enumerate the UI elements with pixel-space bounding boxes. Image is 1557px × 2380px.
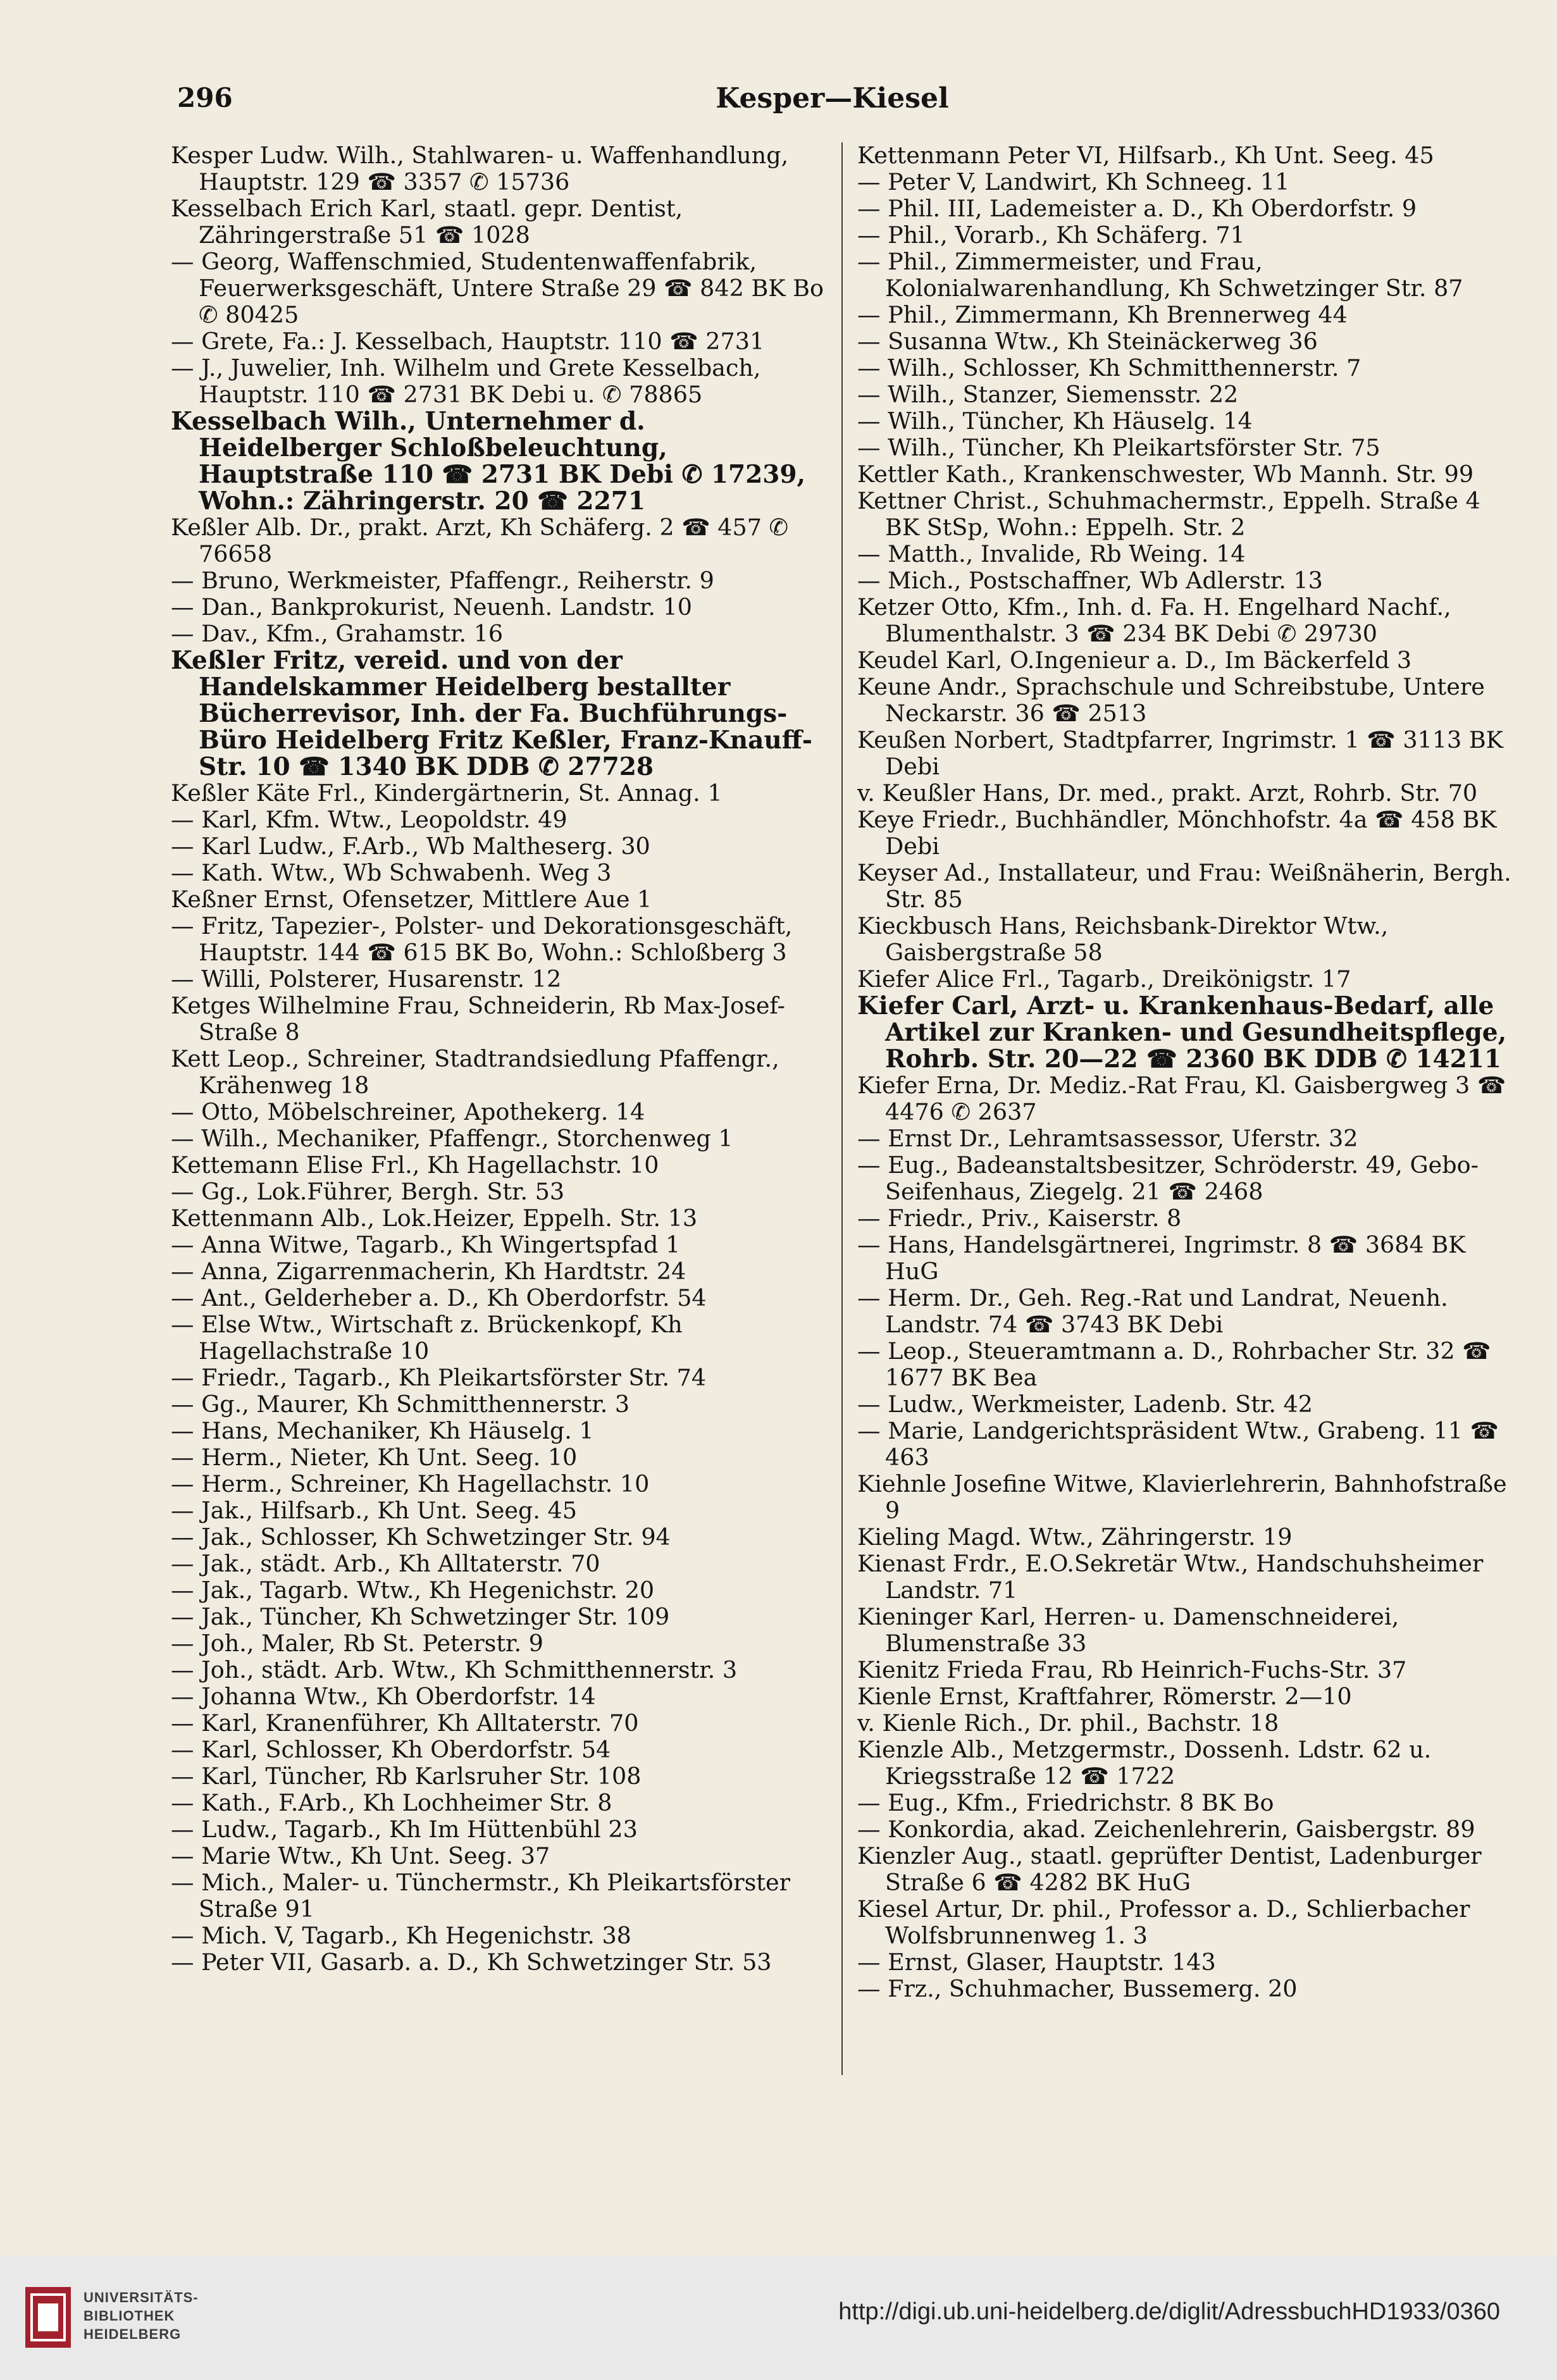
directory-entry: — Herm. Dr., Geh. Reg.-Rat und Landrat, Neuenh. Landstr. 74 ☎ 3743 BK Debi — [857, 1284, 1448, 1338]
directory-entry: Kesper Ludw. Wilh., Stahlwaren- u. Waffenhandlung, Hauptstr. 129 ☎ 3357 ✆ 15736 — [171, 142, 789, 195]
directory-entry: Keußen Norbert, Stadtpfarrer, Ingrimstr. 1 ☎ 3113 BK Debi — [857, 726, 1503, 780]
directory-entry: — Hans, Mechaniker, Kh Häuselg. 1 — [171, 1417, 594, 1444]
directory-entry: Kienast Frdr., E.O.Sekretär Wtw., Handschuhsheimer Landstr. 71 — [857, 1550, 1484, 1604]
directory-entry: Kienzle Alb., Metzgermstr., Dossenh. Ldstr. 62 u. Kriegsstraße 12 ☎ 1722 — [857, 1736, 1432, 1790]
directory-entry: — Phil. III, Lademeister a. D., Kh Oberdorfstr. 9 — [857, 195, 1417, 222]
directory-entry: Kettner Christ., Schuhmachermstr., Eppelh. Straße 4 BK StSp, Wohn.: Eppelh. Str. 2 — [857, 487, 1480, 541]
directory-entry: — Jak., Tagarb. Wtw., Kh Hegenichstr. 20 — [171, 1577, 655, 1604]
directory-entry: — Frz., Schuhmacher, Bussemerg. 20 — [857, 1975, 1298, 2002]
directory-entry: — Ernst, Glaser, Hauptstr. 143 — [857, 1949, 1216, 1976]
directory-entry: Keye Friedr., Buchhändler, Mönchhofstr. 4a ☎ 458 BK Debi — [857, 806, 1497, 860]
directory-entry: Kiesel Artur, Dr. phil., Professor a. D., Schlierbacher Wolfsbrunnenweg 1. 3 — [857, 1895, 1470, 1949]
directory-entry: — Jak., Schlosser, Kh Schwetzinger Str. 94 — [171, 1523, 671, 1551]
directory-entry: Keudel Karl, O.Ingenieur a. D., Im Bäckerfeld 3 — [857, 647, 1412, 674]
directory-entry: — Phil., Zimmermann, Kh Brennerweg 44 — [857, 301, 1348, 328]
university-seal-icon — [25, 2287, 71, 2348]
directory-entry: — Wilh., Schlosser, Kh Schmitthennerstr. 7 — [857, 354, 1362, 381]
directory-entry: — Otto, Möbelschreiner, Apothekerg. 14 — [171, 1098, 645, 1125]
directory-entry: Kettenmann Alb., Lok.Heizer, Eppelh. Str. 13 — [171, 1205, 698, 1232]
directory-entry: — Leop., Steueramtmann a. D., Rohrbacher Str. 32 ☎ 1677 BK Bea — [857, 1337, 1491, 1391]
source-link[interactable]: http://digi.ub.uni-heidelberg.de/diglit/AdressbuchHD1933/0360 — [838, 2298, 1500, 2325]
directory-entry: Kieninger Karl, Herren- u. Damenschneiderei, Blumenstraße 33 — [857, 1603, 1399, 1657]
directory-entry: Kieckbusch Hans, Reichsbank-Direktor Wtw., Gaisbergstraße 58 — [857, 912, 1389, 966]
directory-entry: — Konkordia, akad. Zeichenlehrerin, Gaisbergstr. 89 — [857, 1816, 1475, 1843]
directory-entry: — Gg., Lok.Führer, Bergh. Str. 53 — [171, 1178, 565, 1205]
directory-entry: Kesselbach Erich Karl, staatl. gepr. Dentist, Zähringerstraße 51 ☎ 1028 — [171, 195, 683, 249]
directory-entry: — Jak., städt. Arb., Kh Alltaterstr. 70 — [171, 1550, 600, 1577]
directory-entry: Kett Leop., Schreiner, Stadtrandsiedlung Pfaffengr., Krähenweg 18 — [171, 1045, 779, 1099]
library-name-line: HEIDELBERG — [84, 2326, 182, 2342]
directory-entry: — Jak., Tüncher, Kh Schwetzinger Str. 109 — [171, 1603, 670, 1630]
directory-entry: — Friedr., Tagarb., Kh Pleikartsförster Str. 74 — [171, 1364, 707, 1391]
directory-entry: — Jak., Hilfsarb., Kh Unt. Seeg. 45 — [171, 1497, 577, 1524]
library-name-line: BIBLIOTHEK — [84, 2308, 175, 2324]
directory-entry: — Friedr., Priv., Kaiserstr. 8 — [857, 1205, 1182, 1232]
directory-entry: — Peter V, Landwirt, Kh Schneeg. 11 — [857, 168, 1290, 195]
directory-entry: Keßler Fritz, vereid. und von der Handelskammer Heidelberg bestallter Bücherrevisor, Inh. der Fa. Buchführungs-Büro Heidelberg Fritz Keßler, Franz-Knauff-Str. 10 ☎ 1340 BK DDB ✆ 27728 — [171, 646, 812, 781]
directory-entry: Ketzer Otto, Kfm., Inh. d. Fa. H. Engelhard Nachf., Blumenthalstr. 3 ☎ 234 BK Debi ✆ 29730 — [857, 593, 1451, 647]
directory-entry: — Eug., Kfm., Friedrichstr. 8 BK Bo — [857, 1789, 1274, 1816]
directory-entry: Keßler Käte Frl., Kindergärtnerin, St. Annag. 1 — [171, 779, 723, 807]
column-divider — [841, 142, 843, 2075]
page-header — [171, 76, 1494, 127]
directory-entry: — Karl Ludw., F.Arb., Wb Maltheserg. 30 — [171, 833, 650, 860]
directory-entry: Keyser Ad., Installateur, und Frau: Weißnäherin, Bergh. Str. 85 — [857, 859, 1511, 913]
directory-entry: — Peter VII, Gasarb. a. D., Kh Schwetzinger Str. 53 — [171, 1949, 772, 1976]
directory-entry: — Anna, Zigarrenmacherin, Kh Hardtstr. 24 — [171, 1258, 686, 1285]
directory-entry: Kiefer Erna, Dr. Mediz.-Rat Frau, Kl. Gaisbergweg 3 ☎ 4476 ✆ 2637 — [857, 1072, 1506, 1125]
directory-entry: — Ludw., Werkmeister, Ladenb. Str. 42 — [857, 1391, 1313, 1418]
directory-entry: Kiefer Carl, Arzt- u. Krankenhaus-Bedarf, alle Artikel zur Kranken- und Gesundheitspflege, Rohrb. Str. 20—22 ☎ 2360 BK DDB ✆ 14211 — [857, 991, 1507, 1074]
directory-entry: — J., Juwelier, Inh. Wilhelm und Grete Kesselbach, Hauptstr. 110 ☎ 2731 BK Debi u. ✆ 78865 — [171, 354, 761, 408]
directory-entry: — Marie Wtw., Kh Unt. Seeg. 37 — [171, 1842, 550, 1869]
directory-entry: — Ant., Gelderheber a. D., Kh Oberdorfstr. 54 — [171, 1284, 707, 1311]
directory-entry: — Hans, Handelsgärtnerei, Ingrimstr. 8 ☎ 3684 BK HuG — [857, 1231, 1466, 1285]
directory-entry: — Wilh., Tüncher, Kh Häuselg. 14 — [857, 407, 1253, 435]
directory-entry: Kienle Ernst, Kraftfahrer, Römerstr. 2—10 — [857, 1683, 1352, 1710]
directory-entry: — Kath., F.Arb., Kh Lochheimer Str. 8 — [171, 1789, 612, 1816]
directory-entry: — Willi, Polsterer, Husarenstr. 12 — [171, 965, 562, 993]
directory-entry: Kienitz Frieda Frau, Rb Heinrich-Fuchs-Str. 37 — [857, 1656, 1407, 1683]
directory-entry: — Marie, Landgerichtspräsident Wtw., Grabeng. 11 ☎ 463 — [857, 1417, 1499, 1471]
directory-entry: Kienzler Aug., staatl. geprüfter Dentist, Ladenburger Straße 6 ☎ 4282 BK HuG — [857, 1842, 1482, 1896]
page-number: 296 — [177, 82, 233, 113]
directory-entry: Kiefer Alice Frl., Tagarb., Dreikönigstr. 17 — [857, 965, 1351, 993]
directory-entry: — Else Wtw., Wirtschaft z. Brückenkopf, Kh Hagellachstraße 10 — [171, 1311, 683, 1365]
directory-entry: — Mich., Postschaffner, Wb Adlerstr. 13 — [857, 567, 1323, 594]
directory-entry: — Matth., Invalide, Rb Weing. 14 — [857, 540, 1246, 567]
directory-entry: — Dav., Kfm., Grahamstr. 16 — [171, 620, 504, 647]
library-name — [84, 2288, 199, 2343]
directory-entry: — Karl, Tüncher, Rb Karlsruher Str. 108 — [171, 1763, 642, 1790]
directory-entry: — Susanna Wtw., Kh Steinäckerweg 36 — [857, 328, 1318, 355]
page-title: Kesper—Kiesel — [716, 82, 949, 115]
directory-entry: Kettemann Elise Frl., Kh Hagellachstr. 10 — [171, 1151, 659, 1179]
directory-entry: — Herm., Schreiner, Kh Hagellachstr. 10 — [171, 1470, 650, 1497]
directory-entry: — Wilh., Mechaniker, Pfaffengr., Storchenweg 1 — [171, 1125, 733, 1152]
directory-entry: Kettenmann Peter VI, Hilfsarb., Kh Unt. Seeg. 45 — [857, 142, 1434, 169]
directory-entry: — Bruno, Werkmeister, Pfaffengr., Reiherstr. 9 — [171, 567, 714, 594]
directory-entry: — Joh., städt. Arb. Wtw., Kh Schmitthennerstr. 3 — [171, 1656, 738, 1683]
right-column — [857, 142, 1518, 2078]
directory-entry: — Wilh., Stanzer, Siemensstr. 22 — [857, 381, 1239, 408]
directory-entry: — Phil., Vorarb., Kh Schäferg. 71 — [857, 221, 1245, 249]
directory-entry: Kettler Kath., Krankenschwester, Wb Mannh. Str. 99 — [857, 461, 1474, 488]
viewer-footer — [0, 2255, 1557, 2380]
directory-entry: — Grete, Fa.: J. Kesselbach, Hauptstr. 110 ☎ 2731 — [171, 328, 765, 355]
directory-entry: v. Kienle Rich., Dr. phil., Bachstr. 18 — [857, 1709, 1279, 1737]
directory-entry: Keßner Ernst, Ofensetzer, Mittlere Aue 1 — [171, 886, 652, 913]
directory-entry: — Ludw., Tagarb., Kh Im Hüttenbühl 23 — [171, 1816, 638, 1843]
directory-entry: Keßler Alb. Dr., prakt. Arzt, Kh Schäferg. 2 ☎ 457 ✆ 76658 — [171, 514, 789, 567]
directory-entry: — Herm., Nieter, Kh Unt. Seeg. 10 — [171, 1444, 578, 1471]
directory-entry: — Gg., Maurer, Kh Schmitthennerstr. 3 — [171, 1391, 630, 1418]
directory-entry: — Ernst Dr., Lehramtsassessor, Uferstr. 32 — [857, 1125, 1358, 1152]
directory-entry: Keune Andr., Sprachschule und Schreibstube, Untere Neckarstr. 36 ☎ 2513 — [857, 673, 1485, 727]
left-column — [171, 142, 829, 2078]
directory-entry: — Wilh., Tüncher, Kh Pleikartsförster Str. 75 — [857, 434, 1380, 461]
directory-entry: — Joh., Maler, Rb St. Peterstr. 9 — [171, 1630, 543, 1657]
directory-entry: v. Keußler Hans, Dr. med., prakt. Arzt, Rohrb. Str. 70 — [857, 779, 1478, 807]
directory-entry: — Fritz, Tapezier-, Polster- und Dekorationsgeschäft, Hauptstr. 144 ☎ 615 BK Bo, Wohn.: Schloßberg 3 — [171, 912, 793, 966]
directory-entry: — Mich., Maler- u. Tünchermstr., Kh Pleikartsförster Straße 91 — [171, 1869, 791, 1923]
directory-entry: — Karl, Schlosser, Kh Oberdorfstr. 54 — [171, 1736, 611, 1763]
directory-entry: — Dan., Bankprokurist, Neuenh. Landstr. 10 — [171, 593, 693, 621]
directory-entry: Kieling Magd. Wtw., Zähringerstr. 19 — [857, 1523, 1293, 1551]
directory-entry: — Karl, Kfm. Wtw., Leopoldstr. 49 — [171, 806, 568, 833]
directory-entry: — Anna Witwe, Tagarb., Kh Wingertspfad 1 — [171, 1231, 681, 1258]
directory-entry: — Johanna Wtw., Kh Oberdorfstr. 14 — [171, 1683, 596, 1710]
directory-entry: Ketges Wilhelmine Frau, Schneiderin, Rb Max-Josef-Straße 8 — [171, 992, 785, 1046]
directory-entry: — Karl, Kranenführer, Kh Alltaterstr. 70 — [171, 1709, 639, 1737]
library-name-line: UNIVERSITÄTS- — [84, 2290, 199, 2305]
directory-entry: — Mich. V, Tagarb., Kh Hegenichstr. 38 — [171, 1922, 631, 1949]
directory-entry: — Eug., Badeanstaltsbesitzer, Schröderstr. 49, Gebo-Seifenhaus, Ziegelg. 21 ☎ 2468 — [857, 1151, 1479, 1205]
directory-entry: Kesselbach Wilh., Unternehmer d. Heidelberger Schloßbeleuchtung, Hauptstraße 110 ☎ 2731 BK Debi ✆ 17239, Wohn.: Zähringerstr. 20 ☎ 2271 — [171, 407, 806, 516]
directory-entry: Kiehnle Josefine Witwe, Klavierlehrerin, Bahnhofstraße 9 — [857, 1470, 1507, 1524]
directory-entry: — Phil., Zimmermeister, und Frau, Kolonialwarenhandlung, Kh Schwetzinger Str. 87 — [857, 248, 1463, 302]
directory-entry: — Kath. Wtw., Wb Schwabenh. Weg 3 — [171, 859, 612, 886]
directory-entry: — Georg, Waffenschmied, Studentenwaffenfabrik, Feuerwerksgeschäft, Untere Straße 29 ☎ 842 BK Bo ✆ 80425 — [171, 248, 824, 328]
